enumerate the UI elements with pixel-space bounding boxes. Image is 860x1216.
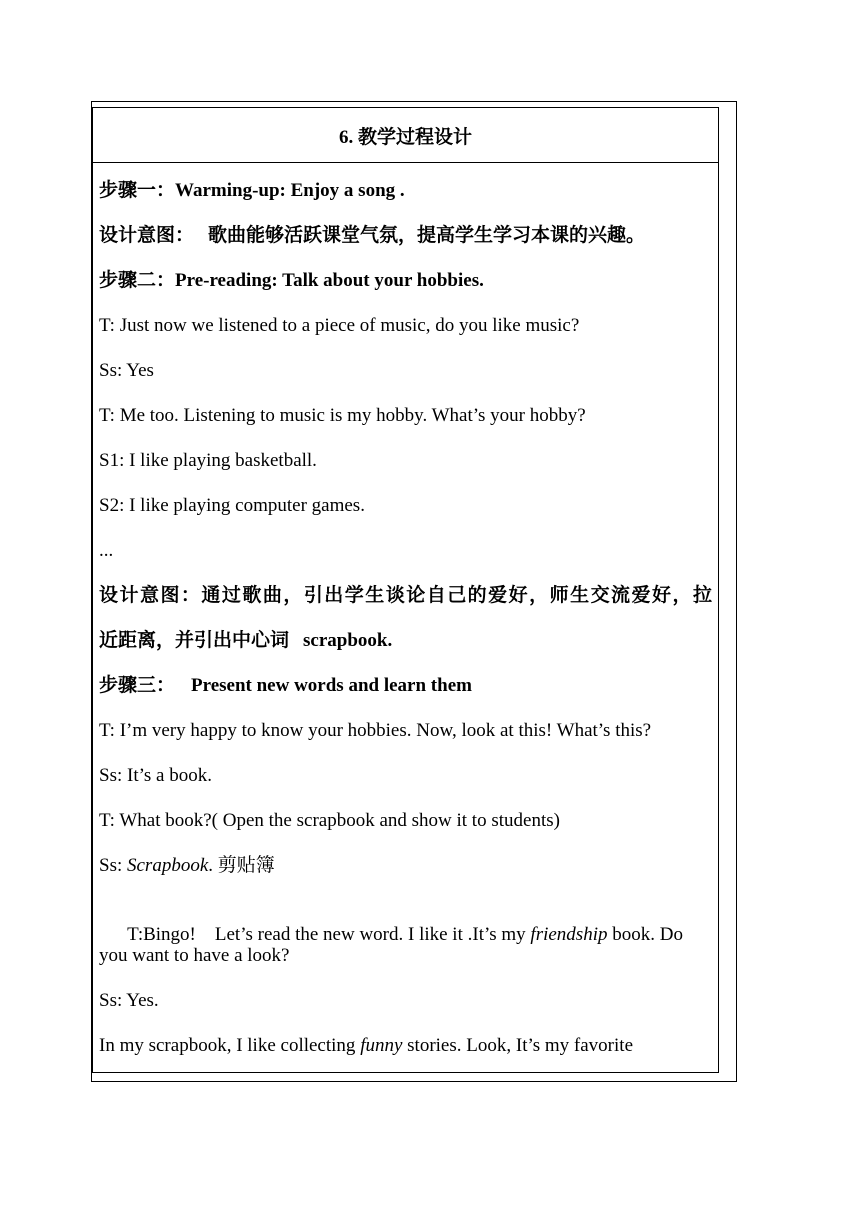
dialogue-line: T: I’m very happy to know your hobbies. Now, look at this! What’s this?: [99, 720, 652, 741]
dialogue-line: you want to have a look?: [99, 945, 290, 966]
dialogue-line: T: Me too. Listening to music is my hobby. What’s your hobby?: [99, 405, 586, 426]
dialogue-line: T: Just now we listened to a piece of music, do you like music?: [99, 315, 580, 336]
line-prefix: In my scrapbook, I like collecting: [99, 1035, 361, 1056]
dialogue-line: [99, 1034, 712, 1058]
dialogue-line: Ss: Yes.: [99, 990, 159, 1011]
intent-text: 歌曲能够活跃课堂气氛，提高学生学习本课的兴趣。: [208, 225, 646, 246]
line-prefix: Ss:: [99, 855, 127, 876]
step-label: 步骤二：: [99, 270, 176, 291]
step-1-line: [99, 179, 712, 203]
step-title: Present new words and learn them: [191, 675, 472, 696]
step-title: Warming-up: Enjoy a song .: [175, 180, 405, 201]
dialogue-line: [99, 854, 712, 878]
design-intent-2-line: 设计意图：通过歌曲，引出学生谈论自己的爱好，师生交流爱好，拉: [99, 585, 712, 606]
dialogue-line: S1: I like playing basketball.: [99, 450, 317, 471]
italic-word: friendship: [530, 924, 608, 945]
teaching-process-cell: [92, 107, 719, 1073]
line-suffix: book. Do: [607, 924, 683, 945]
dialogue-line: Ss: Yes: [99, 360, 154, 381]
dialogue-line: Ss: It’s a book.: [99, 765, 212, 786]
step-label: 步骤一：: [99, 180, 176, 201]
section-title: 6. 教学过程设计: [93, 108, 718, 163]
step-title: Pre-reading: Talk about your hobbies.: [175, 270, 484, 291]
intent-text: 近距离，并引出中心词: [99, 630, 290, 651]
design-intent-1-line: [99, 224, 712, 248]
line-suffix: . 剪贴簿: [208, 855, 275, 876]
line-prefix: T:Bingo! Let’s read the new word. I like it .It’s my: [127, 924, 531, 945]
italic-word: Scrapbook: [127, 855, 209, 876]
dialogue-line: S2: I like playing computer games.: [99, 495, 365, 516]
line-suffix: stories. Look, It’s my favorite: [402, 1035, 634, 1056]
design-intent-2-continued: [99, 629, 712, 653]
step-label: 步骤三：: [99, 675, 176, 696]
step-3-line: [99, 674, 712, 698]
dialogue-line: T: What book?( Open the scrapbook and show it to students): [99, 810, 560, 831]
step-2-line: [99, 269, 712, 293]
italic-word: funny: [360, 1035, 403, 1056]
ellipsis-line: ...: [99, 540, 114, 561]
intent-label: 设计意图：: [99, 225, 195, 246]
key-term: scrapbook.: [303, 630, 393, 651]
